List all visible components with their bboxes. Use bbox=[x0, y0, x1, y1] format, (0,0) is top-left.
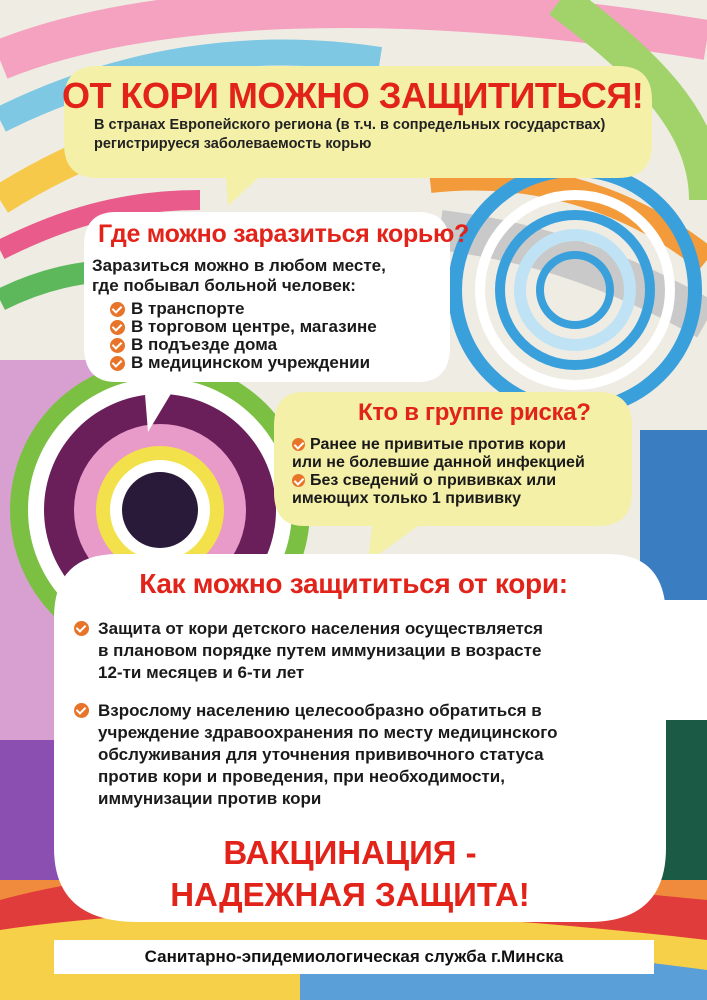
where-intro bbox=[92, 256, 386, 296]
check-icon bbox=[74, 703, 89, 718]
list-item-text: В подъезде дома bbox=[131, 335, 278, 354]
list-item bbox=[110, 300, 377, 318]
slogan-line: ВАКЦИНАЦИЯ - bbox=[223, 834, 477, 871]
where-intro-line: Заразиться можно в любом месте, bbox=[92, 256, 386, 275]
slogan bbox=[120, 832, 580, 916]
footer-text: Санитарно-эпидемиологическая служба г.Минска bbox=[144, 947, 564, 966]
check-icon bbox=[110, 320, 125, 335]
protect-item-1 bbox=[74, 618, 644, 684]
check-icon bbox=[292, 474, 305, 487]
list-item bbox=[292, 472, 585, 490]
list-item-line: Защита от кори детского населения осуществляется bbox=[98, 619, 543, 638]
list-item-line: Взрослому населению целесообразно обратиться в bbox=[98, 701, 542, 720]
list-item-text: или не болевшие данной инфекцией bbox=[292, 454, 585, 471]
subtitle-line: регистрируеся заболеваемость корью bbox=[94, 136, 372, 152]
list-item-text: В транспорте bbox=[131, 299, 245, 318]
list-item-text: имеющих только 1 прививку bbox=[292, 490, 521, 507]
list-item-text: Без сведений о прививках или bbox=[310, 472, 557, 489]
footer-banner bbox=[54, 940, 654, 974]
list-item bbox=[110, 336, 377, 354]
list-item-line: 12-ти месяцев и 6-ти лет bbox=[98, 663, 305, 682]
list-item-line: обслуживания для уточнения прививочного статуса bbox=[98, 745, 544, 764]
list-item bbox=[74, 618, 644, 684]
list-item-line: иммунизации против кори bbox=[98, 789, 322, 808]
where-intro-line: где побывал больной человек: bbox=[92, 276, 356, 295]
subtitle-line: В странах Европейского региона (в т.ч. в сопредельных государствах) bbox=[94, 117, 606, 133]
list-item-line: в плановом порядке путем иммунизации в возрасте bbox=[98, 641, 542, 660]
protect-item-2 bbox=[74, 700, 644, 810]
risk-heading: Кто в группе риска? bbox=[358, 399, 591, 426]
slogan-line: НАДЕЖНАЯ ЗАЩИТА! bbox=[170, 876, 530, 913]
protect-heading: Как можно защититься от кори: bbox=[139, 568, 568, 599]
list-item bbox=[110, 354, 377, 372]
check-icon bbox=[110, 302, 125, 317]
header-subtitle bbox=[94, 116, 654, 154]
list-item bbox=[292, 436, 585, 454]
check-icon bbox=[110, 356, 125, 371]
list-item-text: Ранее не привитые против кори bbox=[310, 436, 567, 453]
list-item-text: В медицинском учреждении bbox=[131, 353, 371, 372]
where-heading: Где можно заразиться корью? bbox=[98, 220, 470, 248]
list-item-line: учреждение здравоохранения по месту медицинского bbox=[98, 723, 558, 742]
list-item bbox=[74, 700, 644, 810]
check-icon bbox=[110, 338, 125, 353]
list-item-text: В торговом центре, магазине bbox=[131, 317, 377, 336]
where-list bbox=[110, 300, 377, 372]
list-item-body bbox=[98, 618, 543, 684]
list-item-body bbox=[98, 700, 558, 810]
list-item bbox=[110, 318, 377, 336]
check-icon bbox=[74, 621, 89, 636]
check-icon bbox=[292, 438, 305, 451]
page-title: ОТ КОРИ МОЖНО ЗАЩИТИТЬСЯ! bbox=[62, 75, 644, 116]
risk-list bbox=[292, 436, 585, 508]
list-item-line: против кори и проведения, при необходимости, bbox=[98, 767, 505, 786]
